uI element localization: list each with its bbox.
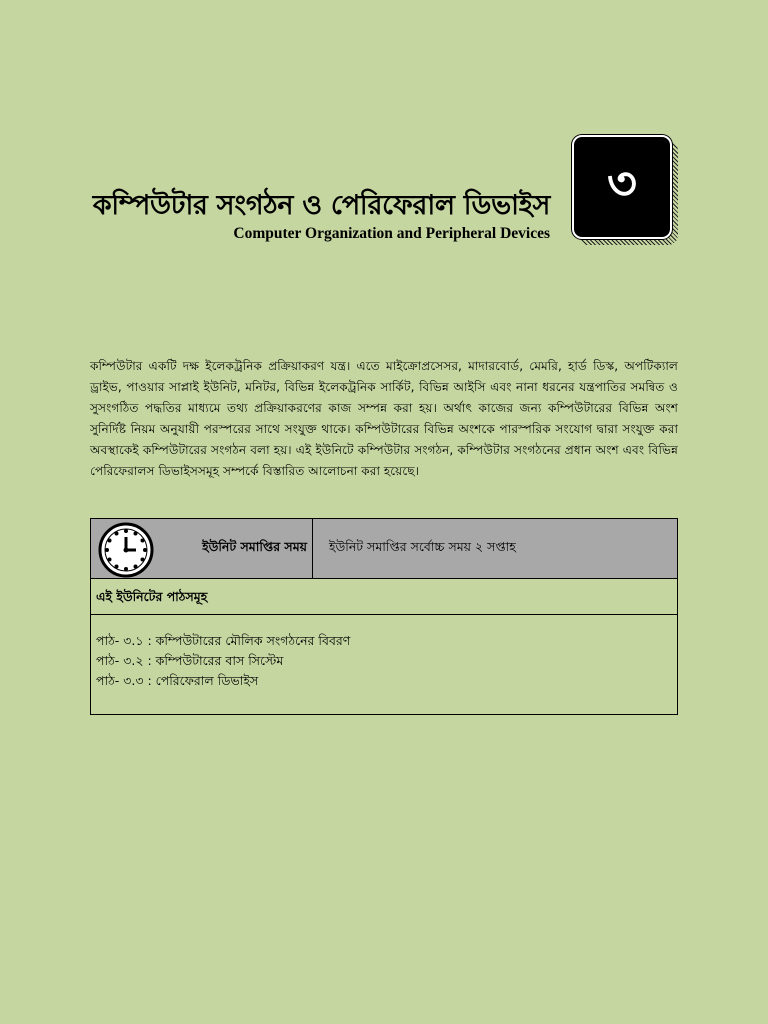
lesson-item: পাঠ- ৩.২ : কম্পিউটারের বাস সিস্টেম bbox=[96, 653, 284, 668]
lessons-heading: এই ইউনিটের পাঠসমূহ bbox=[96, 589, 208, 604]
chapter-number: ৩ bbox=[572, 135, 672, 239]
lesson-item: পাঠ- ৩.৩ : পেরিফেরাল ডিভাইস bbox=[96, 673, 259, 688]
unit-time-row bbox=[91, 519, 677, 579]
chapter-number-badge bbox=[572, 135, 682, 247]
unit-time-label: ইউনিট সমাপ্তির সময় bbox=[202, 539, 307, 554]
chapter-title-bengali: কম্পিউটার সংগঠন ও পেরিফেরাল ডিভাইস bbox=[92, 190, 550, 221]
unit-time-value: ইউনিট সমাপ্তির সর্বোচ্চ সময় ২ সপ্তাহ bbox=[329, 539, 516, 554]
lessons-heading-row bbox=[91, 579, 677, 615]
chapter-title-english: Computer Organization and Peripheral Devices bbox=[233, 225, 550, 242]
unit-table bbox=[90, 518, 678, 715]
header-divider bbox=[312, 519, 313, 579]
clock-icon bbox=[97, 521, 155, 579]
intro-paragraph: কম্পিউটার একটি দক্ষ ইলেকট্রনিক প্রক্রিয়াকরণ যন্ত্র। এতে মাইক্রোপ্রসেসর, মাদারবোর্ড, মেমরি, হার্ড ডিস্ক, অপটিক্যাল ড্রাইভ, পাওয়ার সাপ্লাই ইউনিট, মনিটর, বিভিন্ন ইলেকট্রনিক সার্কিট, বিভিন্ন আইসি এবং নানা ধরনের যন্ত্রপাতির সমন্বিত ও সুসংগঠিত পদ্ধতির মাধ্যমে তথ্য প্রক্রিয়াকরণের কাজ সম্পন্ন করা হয়। অর্থাৎ কাজের জন্য কম্পিউটারের বিভিন্ন অংশ সুনির্দিষ্ট নিয়ম অনুযায়ী পরস্পরের সাথে সংযুক্ত থাকে। কম্পিউটারের বিভিন্ন অংশকে পারস্পরিক সংযোগ দ্বারা সংযুক্ত করা অবস্থাকেই কম্পিউটারের সংগঠন বলা হয়। এই ইউনিটে কম্পিউটার সংগঠন, কম্পিউটার সংগঠনের প্রধান অংশ এবং বিভিন্ন পেরিফেরালস ডিভাইসসমূহ সম্পর্কে বিস্তারিত আলোচনা করা হয়েছে। bbox=[90, 359, 678, 478]
lessons-list bbox=[96, 631, 350, 691]
lesson-item: পাঠ- ৩.১ : কম্পিউটারের মৌলিক সংগঠনের বিবরণ bbox=[96, 633, 351, 648]
